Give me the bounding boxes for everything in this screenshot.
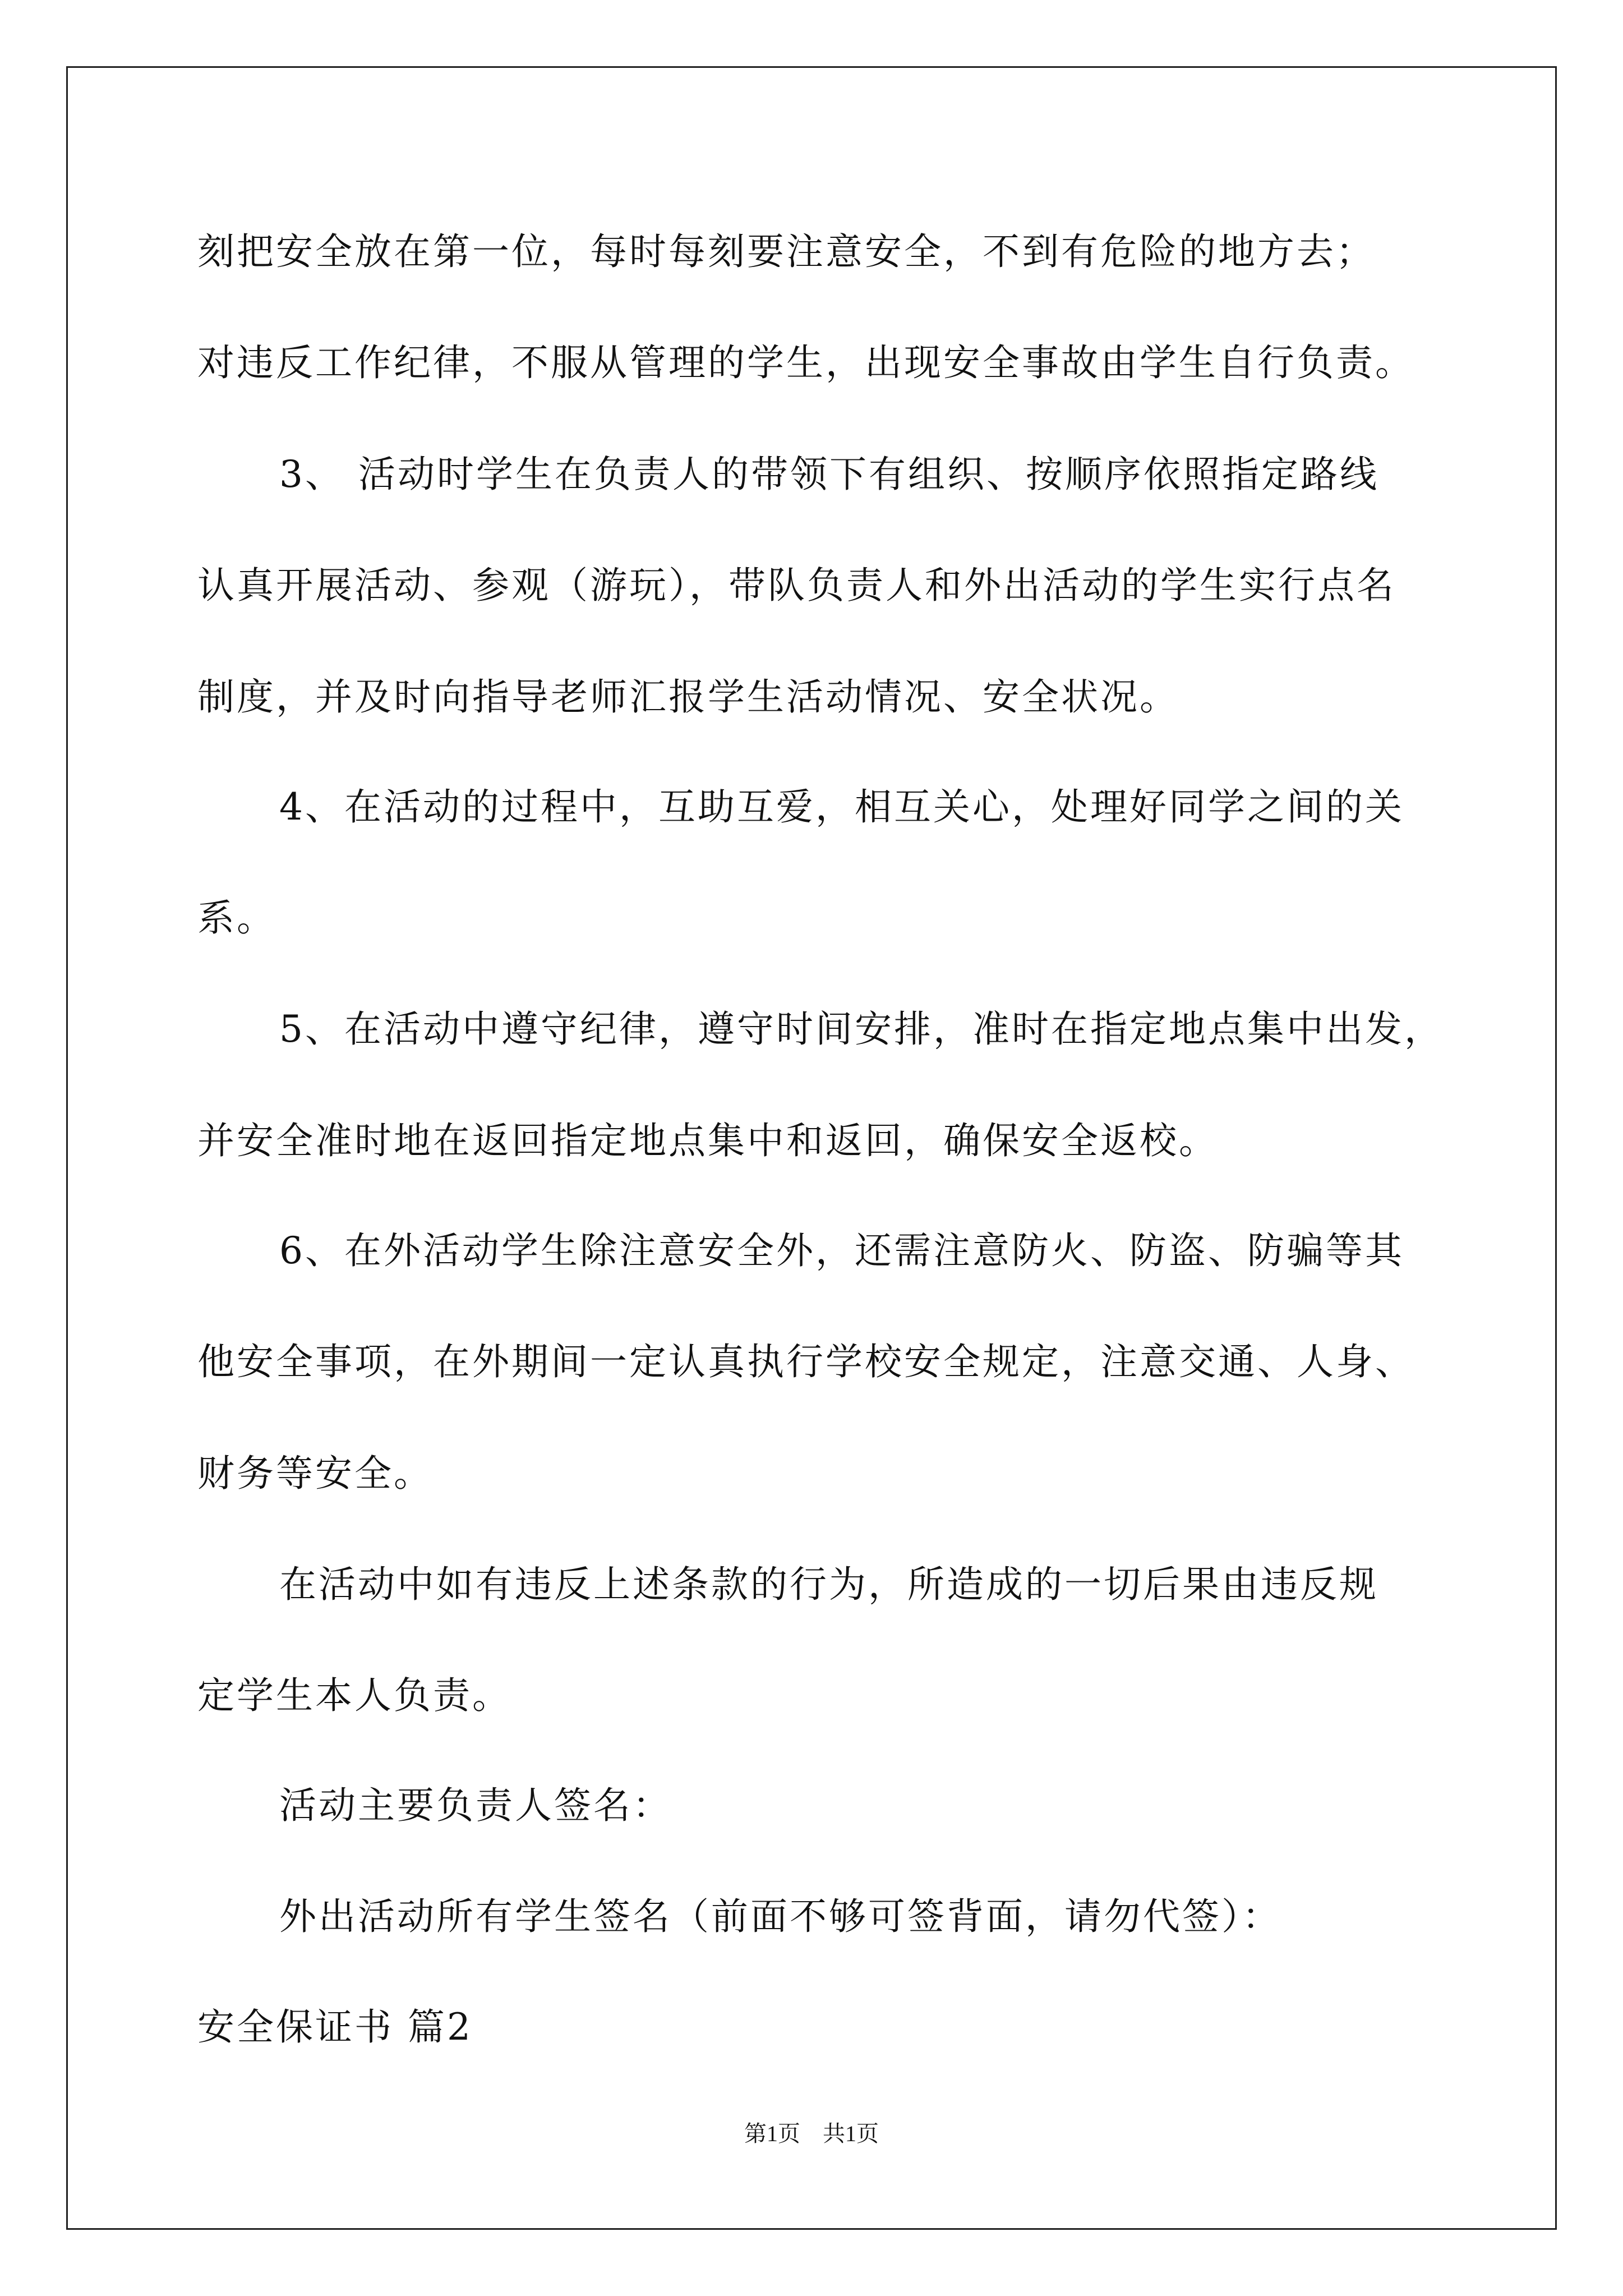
paragraph-3-line-1: 4、在活动的过程中，互助互爱，相互关心，处理好同学之间的关 [279,785,1404,829]
paragraph-1-line-2: 对违反工作纪律，不服从管理的学生，出现安全事故由学生自行负责。 [197,341,1414,384]
signature-leader-label: 活动主要负责人签名： [279,1784,672,1827]
paragraph-2-line-2: 认真开展活动、参观（游玩），带队负责人和外出活动的学生实行点名 [197,564,1396,607]
paragraph-6-line-1: 在活动中如有违反上述条款的行为，所造成的一切后果由违反规 [279,1563,1378,1606]
paragraph-2-line-1: 3、 活动时学生在负责人的带领下有组织、按顺序依照指定路线 [279,453,1379,496]
section-heading: 安全保证书 篇2 [197,2005,473,2049]
paragraph-3-line-2: 系。 [197,896,276,940]
paragraph-4-line-1: 5、在活动中遵守纪律，遵守时间安排，准时在指定地点集中出发， [279,1007,1444,1051]
paragraph-5-line-3: 财务等安全。 [197,1452,433,1495]
paragraph-6-line-2: 定学生本人负责。 [197,1674,511,1717]
signature-students-label: 外出活动所有学生签名（前面不够可签背面，请勿代签）： [279,1895,1281,1938]
paragraph-5-line-1: 6、在外活动学生除注意安全外，还需注意防火、防盗、防骗等其 [279,1229,1404,1272]
page-footer: 第1页 共1页 [744,2121,879,2146]
paragraph-4-line-2: 并安全准时地在返回指定地点集中和返回，确保安全返校。 [197,1119,1218,1162]
paragraph-2-line-3: 制度，并及时向指导老师汇报学生活动情况、安全状况。 [197,675,1179,719]
paragraph-1-line-1: 刻把安全放在第一位，每时每刻要注意安全，不到有危险的地方去； [197,230,1375,273]
paragraph-5-line-2: 他安全事项，在外期间一定认真执行学校安全规定，注意交通、人身、 [197,1340,1414,1383]
